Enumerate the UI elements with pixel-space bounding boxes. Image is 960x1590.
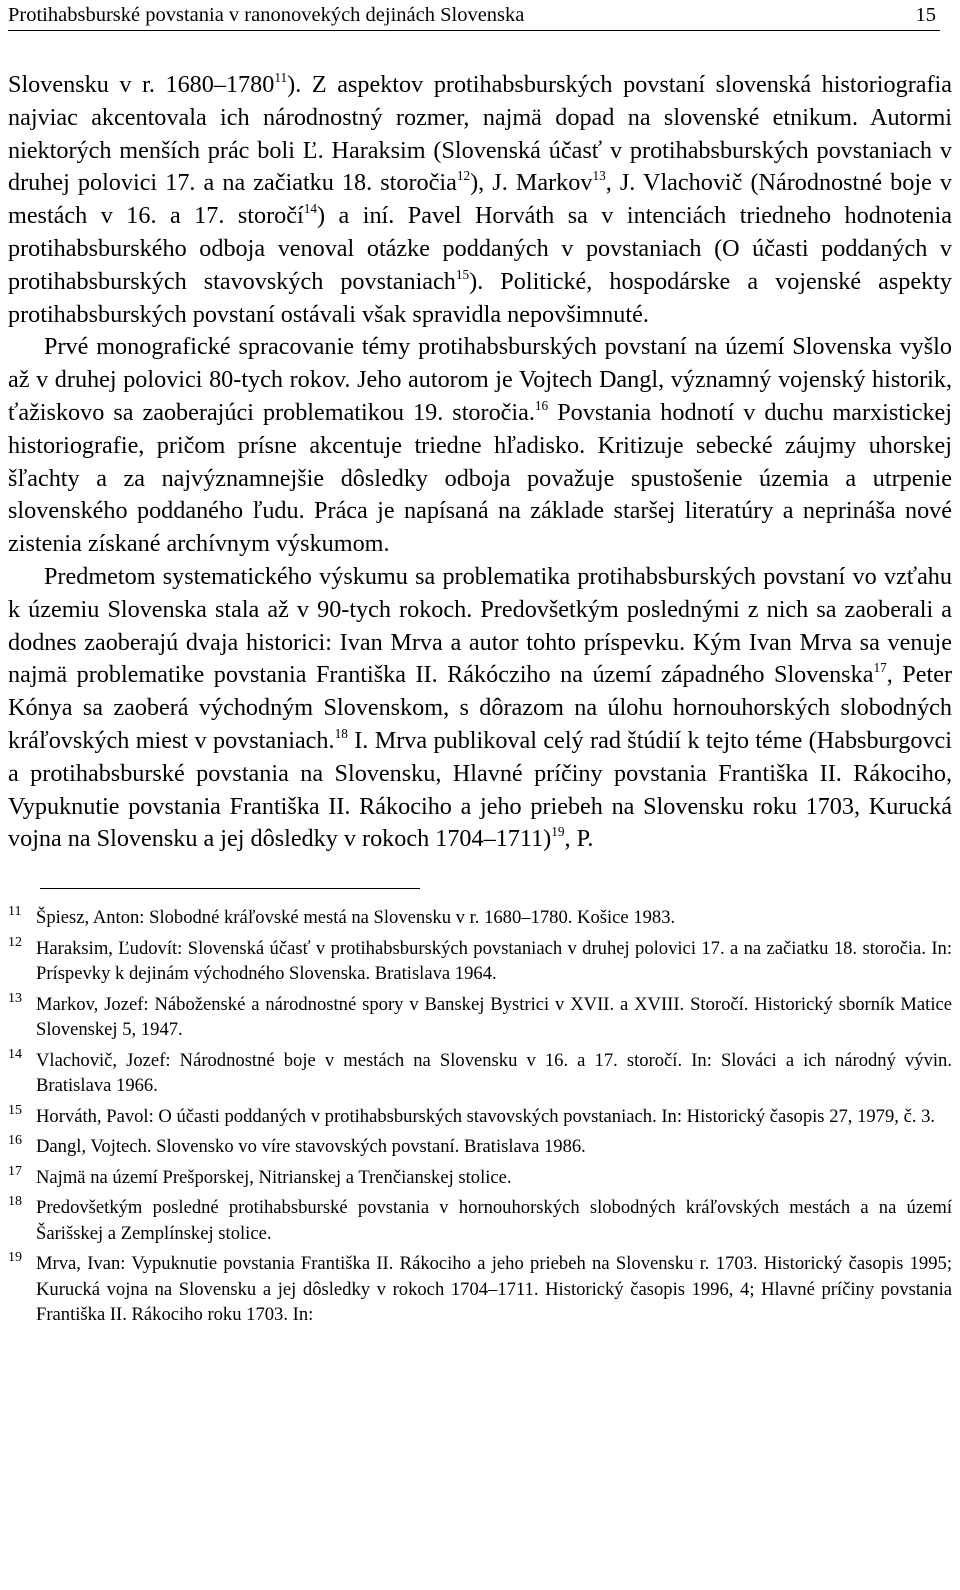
footnote-text: Haraksim, Ľudovít: Slovenská účasť v protihabsburských povstaniach v druhej polovici 17. a na začiatku 18. storočia. In: Príspevky k dejinám východného Slovenska. Bratislava 1964. — [36, 937, 952, 985]
footnote-text: Najmä na území Prešporskej, Nitrianskej a Trenčianskej stolice. — [36, 1166, 512, 1188]
paragraph-text: ). Politické, hospodárske a vojenské aspekty protihabsburských povstaní ostávali však spravidla nepovšimnuté. — [8, 267, 952, 328]
footnote-reference[interactable]: 19 — [551, 824, 565, 840]
footnote-separator — [40, 888, 420, 889]
paragraph-text: Prvé monografické spracovanie témy protihabsburských povstaní na území Slovenska vyšlo až v druhej polovici 80-tych rokov. Jeho autorom je Vojtech Dangl, významný vojenský historik, ťažiskovo sa zaoberajúci problematikou 19. storočia. — [8, 333, 952, 426]
paragraph-text: , P. — [564, 825, 594, 853]
footnote: 11 Špiesz, Anton: Slobodné kráľovské mestá na Slovensku v r. 1680–1780. Košice 1983. — [8, 904, 676, 929]
footnote-text: Markov, Jozef: Náboženské a národnostné spory v Banskej Bystrici v XVII. a XVIII. Storočí. Historický sborník Matice Slovenskej 5, 1947. — [36, 993, 952, 1041]
paragraph-text: Slovensku v r. 1680–1780 — [8, 71, 275, 98]
footnote: 14 Vlachovič, Jozef: Národnostné boje v mestách na Slovensku v 16. a 17. storočí. In: Slováci a ich národný vývin. Bratislava 1966. — [8, 1046, 952, 1097]
body-text — [8, 69, 952, 856]
paragraph-text: , J. Vlachovič (Národnostné boje v mestách v 16. a 17. storočí — [8, 169, 953, 230]
footnote: 16 Dangl, Vojtech. Slovensko vo víre stavovských povstaní. Bratislava 1986. — [8, 1133, 586, 1158]
footnote-reference[interactable]: 11 — [274, 70, 288, 86]
paragraph-text: , Peter Kónya sa zaoberá východným Slovenskom, s dôrazom na úlohu hornouhorských slobodných kráľovských miest v povstaniach. — [8, 661, 952, 754]
footnote-text: Vlachovič, Jozef: Národnostné boje v mestách na Slovensku v 16. a 17. storočí. In: Slováci a ich národný vývin. Bratislava 1966. — [36, 1049, 952, 1097]
footnote-reference[interactable]: 13 — [592, 168, 606, 184]
footnotes — [8, 905, 952, 1328]
paragraph-text: ), J. Markov — [470, 169, 593, 197]
footnote-reference[interactable]: 17 — [873, 660, 887, 676]
footnote-text: Mrva, Ivan: Vypuknutie povstania Františka II. Rákociho a jeho priebeh na Slovensku r. 1703. Historický časopis 1995; Kurucká vojna na Slovensku a jej dôsledky v rokoch 1704–1711. Historický časopis 1996, 4; Hlavné príčiny povstania Františka II. Rákociho roku 1703. In: — [36, 1253, 952, 1326]
body-paragraph — [8, 331, 952, 561]
footnote-reference[interactable]: 12 — [456, 168, 471, 184]
body-paragraph — [8, 561, 952, 856]
footnote: 18 Predovšetkým posledné protihabsburské povstania v hornouhorských slobodných kráľovských mestách a na území Šarišskej a Zemplínskej stolice. — [8, 1194, 952, 1244]
footnote: 12 Haraksim, Ľudovít: Slovenská účasť v protihabsburských povstaniach v druhej polovici 17. a na začiatku 18. storočia. In: Príspevky k dejinám východného Slovenska. Bratislava 1964. — [8, 934, 952, 985]
running-header — [8, 0, 940, 31]
footnote-reference[interactable]: 15 — [455, 266, 470, 282]
footnote: 19 Mrva, Ivan: Vypuknutie povstania Františka II. Rákociho a jeho priebeh na Slovensku r. 1703. Historický časopis 1995; Kurucká vojna na Slovensku a jej dôsledky v rokoch 1704–1711. Historický časopis 1996, 4; Hlavné príčiny povstania Františka II. Rákociho roku 1703. In: — [8, 1250, 952, 1326]
footnote-text: Špiesz, Anton: Slobodné kráľovské mestá na Slovensku v r. 1680–1780. Košice 1983. — [36, 907, 676, 929]
footnote-text: Dangl, Vojtech. Slovensko vo víre stavovských povstaní. Bratislava 1986. — [36, 1136, 586, 1158]
footnote-text: Predovšetkým posledné protihabsburské povstania v hornouhorských slobodných kráľovských mestách a na území Šarišskej a Zemplínskej stolice. — [36, 1197, 952, 1244]
paragraph-text: Povstania hodnotí v duchu marxistickej historiografie, pričom prísne akcentuje triedne hľadisko. Kritizuje sebecké záujmy uhorskej šľachty a za najvýznamnejšie dôsledky odboja považuje spustošenie územia a utrpenie slovenského poddaného ľudu. Práca je napísaná na základe staršej literatúry a neprináša nové zistenia získané archívnym výskumom. — [8, 398, 952, 558]
footnote-reference[interactable]: 18 — [334, 725, 348, 741]
page-number: 15 — [915, 4, 936, 26]
body-paragraph — [8, 69, 952, 331]
paragraph-text: I. Mrva publikoval celý rad štúdií k tejto téme (Habsburgovci a protihabsburské povstania na Slovensku, Hlavné príčiny povstania Františka II. Rákociho, Vypuknutie povstania Františka II. Rákociho a jeho priebeh na Slovensku roku 1703, Kurucká vojna na Slovensku a jej dôsledky v rokoch 1704–1711) — [8, 726, 952, 853]
running-title: Protihabsburské povstania v ranonovekých dejinách Slovenska — [8, 4, 525, 26]
footnote-text: Horváth, Pavol: O účasti poddaných v protihabsburských stavovských povstaniach. In: Historický časopis 27, 1979, č. 3. — [36, 1105, 936, 1127]
footnote: 15 Horváth, Pavol: O účasti poddaných v protihabsburských stavovských povstaniach. In: Historický časopis 27, 1979, č. 3. — [8, 1102, 936, 1127]
footnote: 17 Najmä na území Prešporskej, Nitrianskej a Trenčianskej stolice. — [8, 1163, 512, 1188]
paragraph-text: ) a iní. Pavel Horváth sa v intenciách triedneho hodnotenia protihabsburského odboja venoval otázke poddaných v povstaniach (O účasti poddaných v protihabsburských stavovských povstaniach — [8, 202, 952, 295]
footnote-reference[interactable]: 14 — [303, 201, 317, 217]
footnote-reference[interactable]: 16 — [534, 398, 549, 413]
paragraph-text: ). Z aspektov protihabsburských povstaní slovenská historiografia najviac akcentovala ich národnostný rozmer, najmä dopad na slovenské etnikum. Autormi niektorých menších prác boli Ľ. Haraksim (Slovenská účasť v protihabsburských povstaniach v druhej polovici 17. a na začiatku 18. storočia — [8, 71, 952, 197]
footnote: 13 Markov, Jozef: Náboženské a národnostné spory v Banskej Bystrici v XVII. a XVIII. Storočí. Historický sborník Matice Slovenskej 5, 1947. — [8, 990, 952, 1041]
paragraph-text: Predmetom systematického výskumu sa problematika protihabsburských povstaní vo vzťahu k územiu Slovenska stala až v 90-tych rokoch. Predovšetkým poslednými z nich sa zaoberali a dodnes zaoberajú dvaja historici: Ivan Mrva a autor tohto príspevku. Kým Ivan Mrva sa venuje najmä problematike povstania Františka II. Rákócziho na území západného Slovenska — [8, 562, 952, 689]
